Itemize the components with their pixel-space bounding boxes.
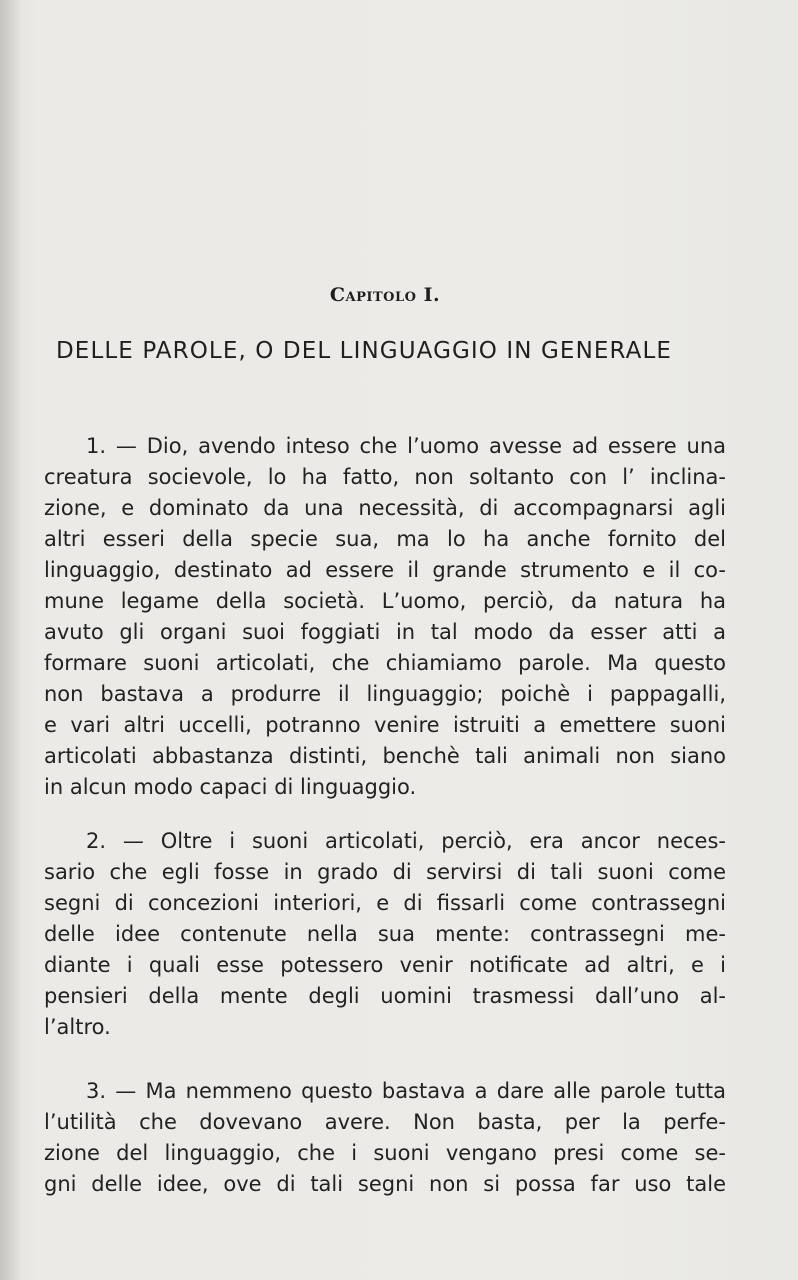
paragraph-1-line: e vari altri uccelli, potranno venire istruiti a emettere suoni: [44, 713, 726, 737]
paragraph-1-line: formare suoni articolati, che chiamiamo parole. Ma questo: [44, 651, 726, 675]
paragraph-1-line: zione, e dominato da una necessità, di accompagnarsi agli: [44, 496, 726, 520]
chapter-label: Capitolo I.: [329, 284, 441, 306]
paragraph-2-line: sario che egli fosse in grado di servirsi di tali suoni come: [44, 860, 726, 884]
paragraph-2-line: diante i quali esse potessero venir notificate ad altri, e i: [44, 953, 726, 977]
paragraph-1-line: in alcun modo capaci di linguaggio.: [44, 775, 417, 799]
paragraph-1-line: articolati abbastanza distinti, benchè tali animali non siano: [44, 744, 726, 768]
spine-shadow: [0, 0, 22, 1280]
paragraph-3-line: l’utilità che dovevano avere. Non basta, per la perfe-: [44, 1110, 726, 1134]
paragraph-3-line: gni delle idee, ove di tali segni non si possa far uso tale: [44, 1172, 726, 1196]
paragraph-1-line: creatura socievole, lo ha fatto, non soltanto con l’ inclina-: [44, 465, 726, 489]
paragraph-2-line: 2. — Oltre i suoni articolati, perciò, era ancor neces-: [86, 829, 726, 853]
paragraph-3-line: zione del linguaggio, che i suoni vengano presi come se-: [44, 1141, 726, 1165]
paragraph-1-line: linguaggio, destinato ad essere il grande strumento e il co-: [44, 558, 726, 582]
paragraph-2-line: segni di concezioni interiori, e di fissarli come contrassegni: [44, 891, 726, 915]
paragraph-2-line: delle idee contenute nella sua mente: contrassegni me-: [44, 922, 726, 946]
paragraph-1-line: avuto gli organi suoi foggiati in tal modo da esser atti a: [44, 620, 726, 644]
paragraph-1-line: 1. — Dio, avendo inteso che l’uomo avesse ad essere una: [86, 434, 726, 458]
paragraph-3-line: 3. — Ma nemmeno questo bastava a dare alle parole tutta: [86, 1079, 726, 1103]
paragraph-2-line: l’altro.: [44, 1015, 111, 1039]
chapter-title: DELLE PAROLE, O DEL LINGUAGGIO IN GENERALE: [56, 338, 673, 364]
paragraph-1-line: mune legame della società. L’uomo, perciò, da natura ha: [44, 589, 726, 613]
paragraph-1-line: non bastava a produrre il linguaggio; poichè i pappagalli,: [44, 682, 726, 706]
paragraph-1-line: altri esseri della specie sua, ma lo ha anche fornito del: [44, 527, 726, 551]
paragraph-2-line: pensieri della mente degli uomini trasmessi dall’uno al-: [44, 984, 726, 1008]
